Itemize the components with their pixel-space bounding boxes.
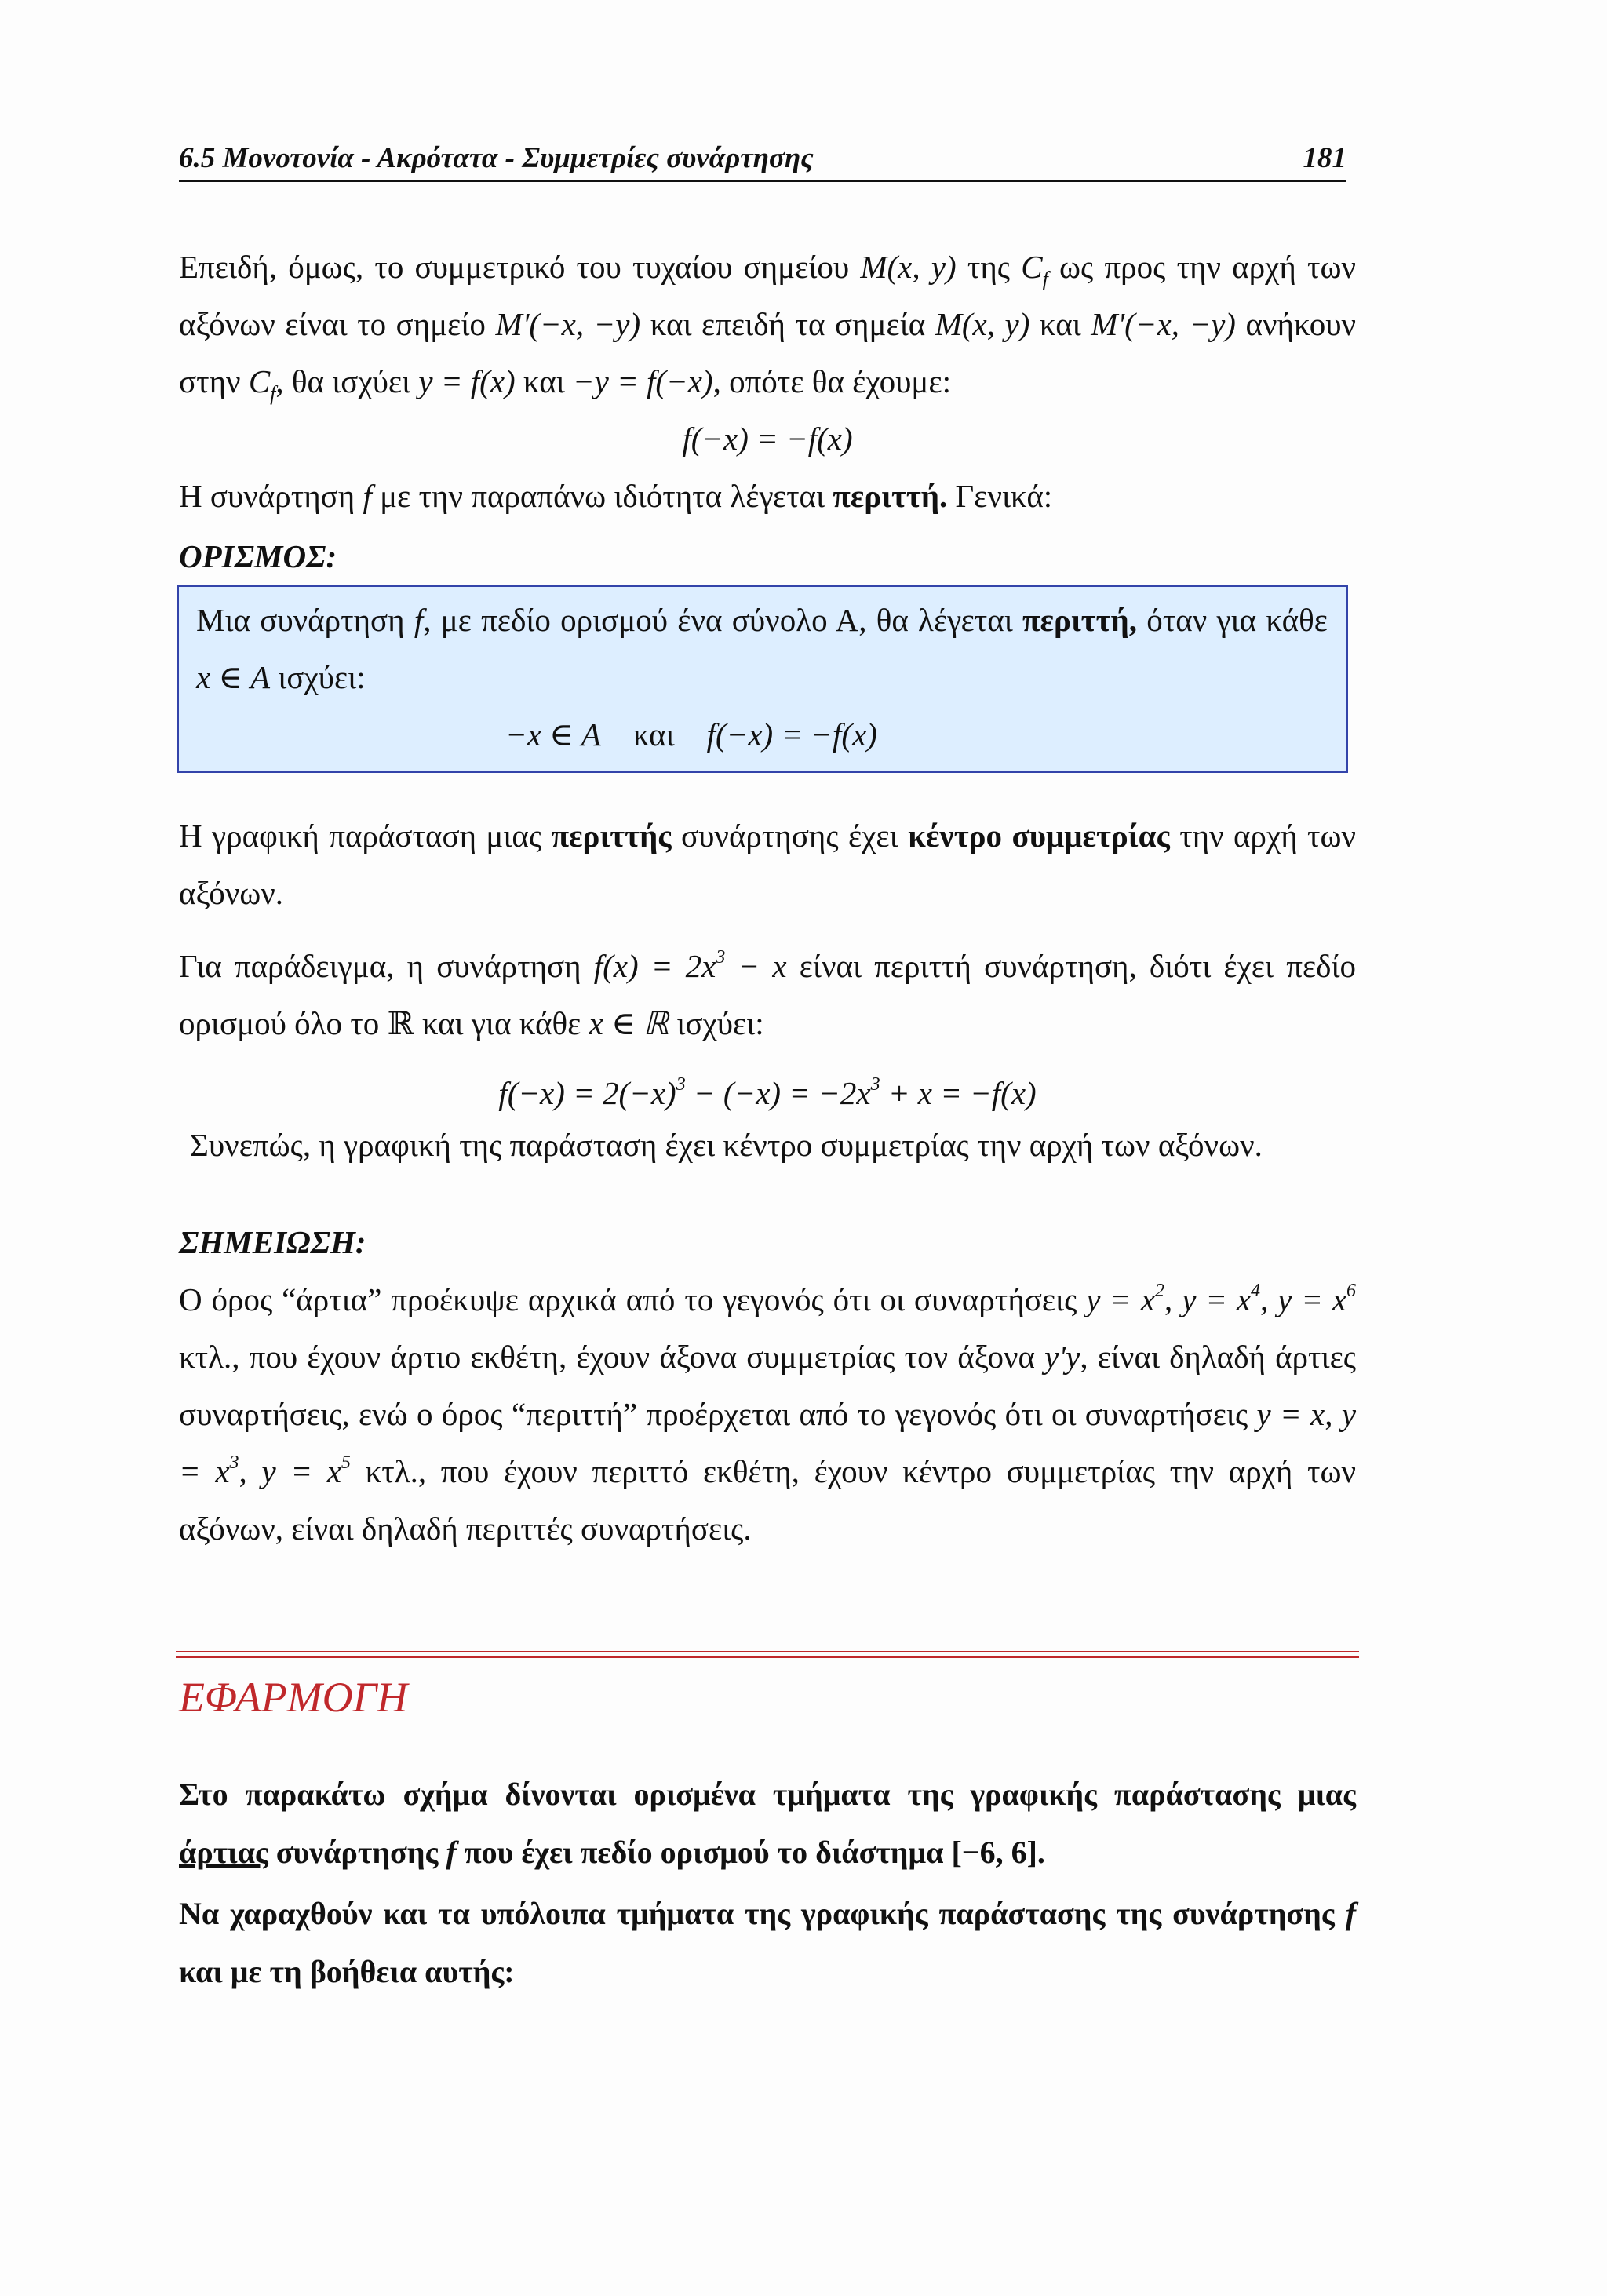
page-number: 181: [1303, 142, 1346, 174]
definition-equation: −x ∈ Α και f(−x) = −f(x): [505, 716, 877, 753]
paragraph-symmetric-point: Επειδή, όμως, το συμμετρικό του τυχαίου σημείου M(x, y) της $C_f$ ως προς την αρχή των αξόνων είναι το σημείο M'(−x, −y) και επειδή τα σημεία M(x, y) και M'(−x, −y) ανήκουν στην $C_f$, θα ισχύει y = f(x) και −y = f(−x), οπότε θα έχουμε:: [179, 249, 1357, 406]
paragraph-center-symmetry: Η γραφική παράσταση μιας περιττής συνάρτησης έχει κέντρο συμμετρίας την αρχή των αξόνων.: [179, 818, 1357, 912]
section-title: 6.5 Μονοτονία - Ακρότατα - Συμμετρίες συνάρτησης: [179, 142, 814, 174]
definition-heading: ΟΡΙΣΜΟΣ:: [179, 538, 337, 575]
paragraph-odd-name: Η συνάρτηση f με την παραπάνω ιδιότητα λέγεται περιττή. Γενικά:: [179, 478, 1053, 515]
definition-box: Μια συνάρτηση f, με πεδίο ορισμού ένα σύνολο Α, θα λέγεται περιττή, όταν για κάθε x ∈ Α ισχύει: −x ∈ Α και f(−x) = −f(x): [177, 585, 1348, 773]
page: [179, 141, 1356, 2001]
application-statement: Στο παρακάτω σχήμα δίνονται ορισμένα τμήματα της γραφικής παράστασης μιας άρτιας συνάρτησης f που έχει πεδίο ορισμού το διάστημα [−6, 6].: [179, 1777, 1356, 1870]
paragraph-example: Για παράδειγμα, η συνάρτηση $f(x) = 2x^3 - x$ είναι περιττή συνάρτηση, διότι έχει πεδίο ορισμού όλο το ℝ και για κάθε x ∈ ℝ ισχύει:: [179, 947, 1357, 1042]
running-header: [179, 141, 1346, 182]
paragraph-note: Ο όρος “άρτια” προέκυψε αρχικά από το γεγονός ότι οι συναρτήσεις $y = x^2$, $y = x^4$, $y = x^6$ κτλ., που έχουν άρτιο εκθέτη, έχουν άξονα συμμετρίας τον άξονα y'y, είναι δηλαδή άρτιες συναρτήσεις, ενώ ο όρος “περιττή” προέρχεται από το γεγονός ότι οι συναρτήσεις y = x, $y = x^3$, $y = x^5$ κτλ., που έχουν περιττό εκθέτη, έχουν κέντρο συμμετρίας την αρχή των αξόνων, είναι δηλαδή περιττές συναρτήσεις.: [179, 1281, 1357, 1547]
equation-odd: f(−x) = −f(x): [682, 421, 853, 457]
note-heading: ΣΗΜΕΙΩΣΗ:: [179, 1224, 366, 1261]
application-task: Να χαραχθούν και τα υπόλοιπα τμήματα της γραφικής παράστασης της συνάρτησης f και με τη βοήθεια αυτής:: [179, 1896, 1357, 1989]
section-divider: [176, 1649, 1359, 1658]
paragraph-conclusion: Συνεπώς, η γραφική της παράσταση έχει κέντρο συμμετρίας την αρχή των αξόνων.: [190, 1126, 1263, 1163]
equation-example: $f(-x) = 2(-x)^3 - (-x) = -2x^3 + x = -f(x)$: [498, 1073, 1037, 1111]
application-heading: ΕΦΑΡΜΟΓΗ: [179, 1674, 408, 1722]
